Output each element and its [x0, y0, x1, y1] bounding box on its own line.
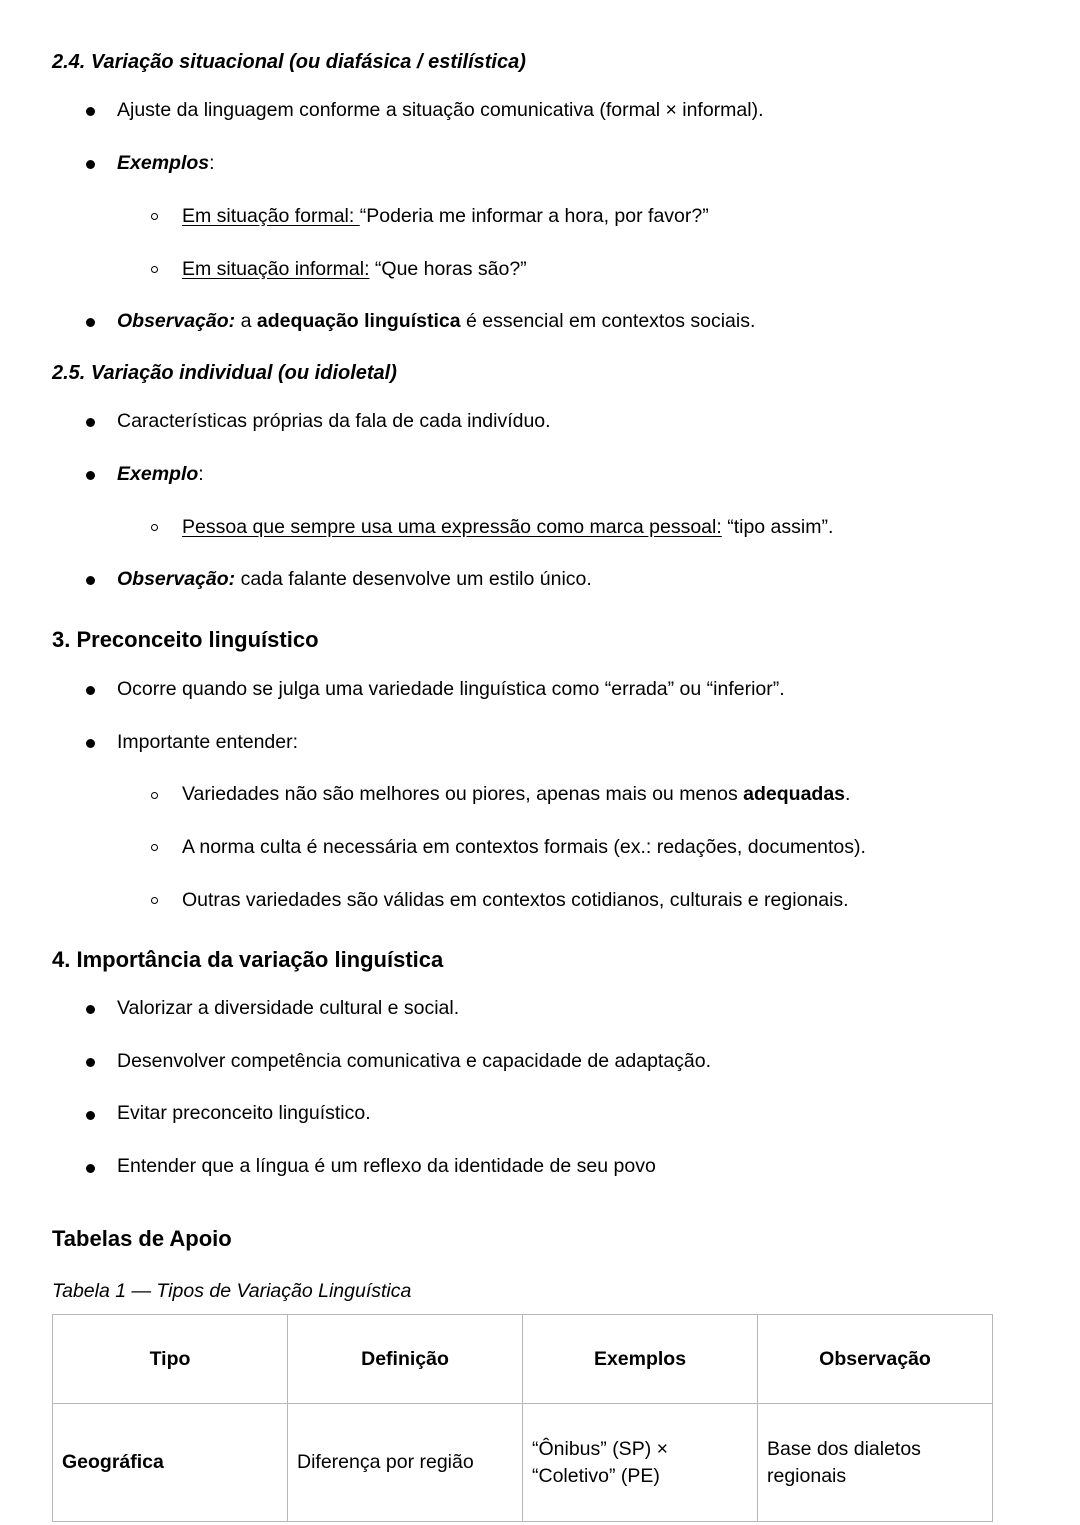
table-header-cell: Tipo — [53, 1315, 288, 1404]
list-item-example — [117, 463, 204, 486]
bullet-dot — [86, 1111, 95, 1120]
observation-bold: adequação linguística — [256, 310, 461, 332]
section-3-heading: 3. Preconceito linguístico — [52, 627, 319, 652]
table-header-row — [53, 1315, 993, 1404]
tables-heading: Tabelas de Apoio — [52, 1226, 232, 1251]
sub-item-pre: Variedades não são melhores ou piores, apenas mais ou menos — [182, 783, 744, 805]
observation-label: Observação: — [117, 310, 236, 332]
bullet-dot — [86, 1058, 95, 1067]
bullet-dot — [86, 418, 95, 427]
list-item: Características próprias da fala de cada indivíduo. — [117, 410, 551, 432]
table-caption: Tabela 1 — Tipos de Variação Linguística — [52, 1280, 412, 1302]
table-header-cell: Definição — [288, 1315, 523, 1404]
bullet-dot — [86, 160, 95, 169]
sub-item-bold: adequadas — [743, 783, 846, 805]
bullet-dot — [86, 471, 95, 480]
sub-list-item: A norma culta é necessária em contextos formais (ex.: redações, documentos). — [182, 836, 866, 858]
list-item: Importante entender: — [117, 731, 299, 753]
list-item: Ajuste da linguagem conforme a situação comunicativa (formal × informal). — [117, 99, 764, 121]
table-cell-tipo: Geográfica — [53, 1404, 288, 1522]
observation-post: é essencial em contextos sociais. — [460, 310, 756, 332]
sub-list-item — [182, 516, 833, 539]
observation-pre: a — [235, 310, 257, 332]
table-header-cell: Exemplos — [523, 1315, 758, 1404]
list-item: Valorizar a diversidade cultural e social. — [117, 997, 460, 1019]
example-colon: : — [198, 463, 204, 485]
sub-list-item — [182, 783, 850, 806]
sub-bullet-ring — [151, 792, 158, 799]
list-item: Evitar preconceito linguístico. — [117, 1102, 371, 1124]
table-cell-definicao: Diferença por região — [288, 1404, 523, 1522]
exemplos-line-1: “Ônibus” (SP) × — [532, 1437, 668, 1460]
sub-list-item — [182, 205, 709, 228]
example-text: “tipo assim”. — [721, 516, 834, 538]
table-cell-observacao — [758, 1404, 993, 1522]
sub-item-post: . — [845, 783, 851, 805]
observacao-line-2: regionais — [767, 1464, 847, 1487]
bullet-dot — [86, 1005, 95, 1014]
example-underlined: Pessoa que sempre usa uma expressão como marca pessoal: — [182, 516, 722, 538]
section-4-heading: 4. Importância da variação linguística — [52, 947, 444, 972]
sub-bullet-ring — [151, 524, 158, 531]
sub-bullet-ring — [151, 897, 158, 904]
observation-text: cada falante desenvolve um estilo único. — [235, 568, 592, 590]
examples-colon: : — [209, 152, 215, 174]
examples-label: Exemplos — [117, 152, 210, 174]
list-item-observation — [117, 310, 755, 333]
sub-bullet-ring — [151, 213, 158, 220]
example-label: Exemplo — [117, 463, 199, 485]
example-informal-label: Em situação informal: — [182, 258, 370, 280]
observacao-line-1: Base dos dialetos — [767, 1437, 921, 1460]
bullet-dot — [86, 739, 95, 748]
example-formal-text: “Poderia me informar a hora, por favor?” — [359, 205, 709, 227]
sub-bullet-ring — [151, 266, 158, 273]
sub-list-item: Outras variedades são válidas em contextos cotidianos, culturais e regionais. — [182, 889, 849, 911]
list-item: Ocorre quando se julga uma variedade linguística como “errada” ou “inferior”. — [117, 678, 785, 700]
bullet-dot — [86, 318, 95, 327]
table-row — [53, 1404, 993, 1522]
bullet-dot — [86, 686, 95, 695]
sub-bullet-ring — [151, 844, 158, 851]
table-cell-exemplos — [523, 1404, 758, 1522]
sub-list-item — [182, 258, 527, 281]
exemplos-line-2: “Coletivo” (PE) — [532, 1464, 660, 1487]
list-item-examples — [117, 152, 215, 175]
observation-label: Observação: — [117, 568, 236, 590]
example-informal-text: “Que horas são?” — [369, 258, 527, 280]
bullet-dot — [86, 1164, 95, 1173]
variation-types-table — [52, 1314, 993, 1522]
section-2-4-heading: 2.4. Variação situacional (ou diafásica / estilística) — [52, 51, 526, 73]
list-item: Desenvolver competência comunicativa e capacidade de adaptação. — [117, 1050, 712, 1072]
bullet-dot — [86, 107, 95, 116]
section-2-5-heading: 2.5. Variação individual (ou idioletal) — [52, 362, 397, 384]
example-formal-label: Em situação formal: — [182, 205, 360, 227]
bullet-dot — [86, 576, 95, 585]
table-header-cell: Observação — [758, 1315, 993, 1404]
list-item: Entender que a língua é um reflexo da identidade de seu povo — [117, 1155, 656, 1177]
list-item-observation — [117, 568, 592, 591]
